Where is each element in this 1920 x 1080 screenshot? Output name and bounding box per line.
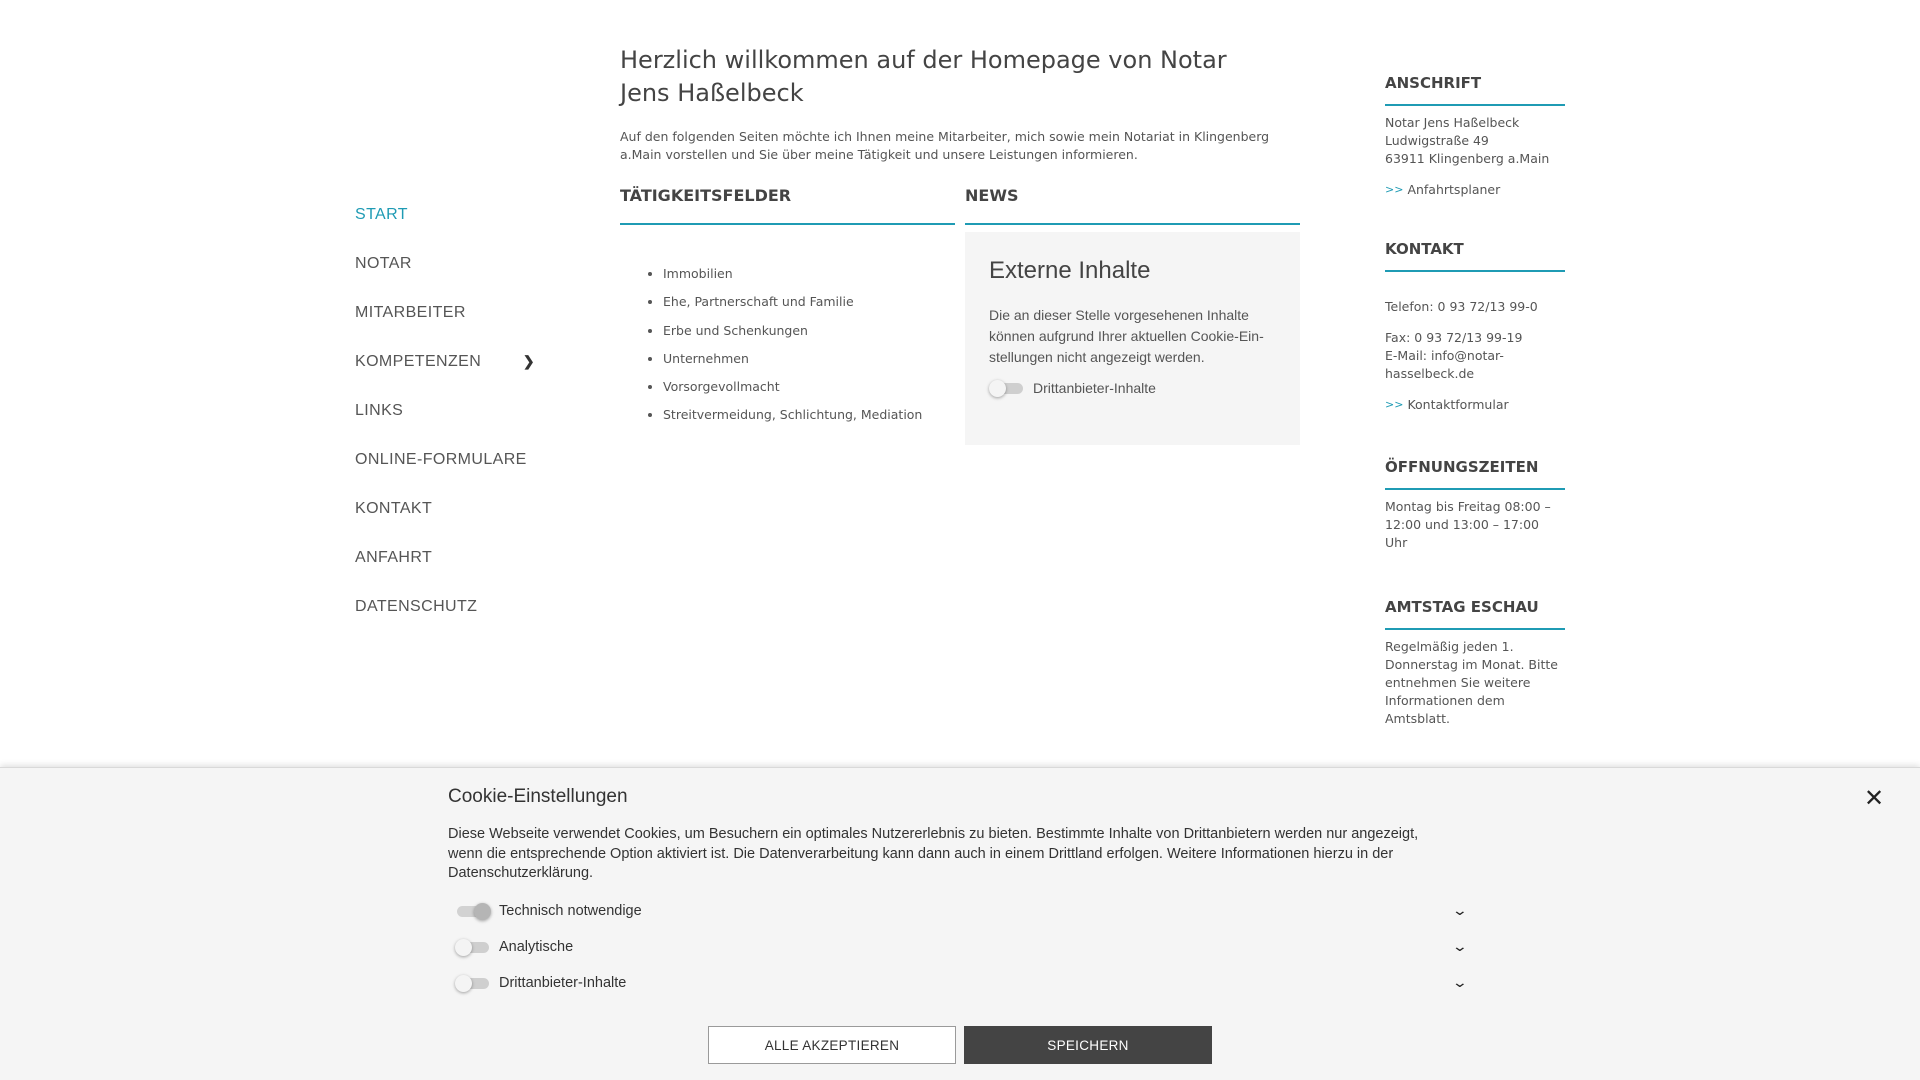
chevron-right-icon[interactable]: ❯ [522,353,535,369]
address-line: 63911 Klingenberg a.Main [1385,151,1550,166]
cookie-option-drittanbieter [455,974,1470,991]
nav-item-start[interactable] [355,190,555,239]
cookie-title: Cookie-Einstellungen [448,786,628,807]
cookie-option-label: Technisch notwendige [499,902,642,919]
kontaktformular-link[interactable] [1385,397,1565,412]
amtstag-heading: AMTSTAG ESCHAU [1385,598,1565,630]
main-navigation [355,190,555,631]
amtstag-text: Regelmäßig jeden 1. Donnerstag im Monat. Bitte entnehmen Sie weitere Informationen dem Amtsblatt. [1385,639,1558,726]
nav-item-kontakt[interactable] [355,484,555,533]
page-title: Herzlich willkommen auf der Homepage von Notar Jens Haßelbeck [620,46,1227,107]
news-heading: NEWS [965,180,1300,225]
nav-item-label: ONLINE-FORMULARE [355,450,527,468]
cookie-option-label: Drittanbieter-Inhalte [499,974,627,991]
taetigkeitsfelder-list [620,260,955,430]
email-text[interactable]: E-Mail: info@notar-hasselbeck.de [1385,348,1504,381]
taetigkeitsfelder-heading: TÄTIGKEITSFELDER [620,180,955,225]
third-party-toggle-label: Drittanbieter-Inhalte [1033,380,1156,396]
technisch-toggle[interactable] [455,903,491,919]
news-section [965,180,1300,445]
nav-item-online-formulare[interactable] [355,435,555,484]
toggle-knob [474,903,491,920]
toggle-knob [455,975,472,992]
taetigkeitsfelder-section [620,180,955,430]
cookie-text: Diese Webseite verwendet Cookies, um Besuchern ein optimales Nutzererlebnis zu bieten. Bestimmte Inhalte von Drittanbietern werden nur angezeigt, wenn die entsprechende Option aktiviert ist. Die Datenverarbeitung kann dann auch in einem Drittland erfolgen. Weitere Informationen hierzu in der Datenschutzerklärung. [448,826,1419,881]
nav-item-label: NOTAR [355,254,412,272]
nav-item-anfahrt[interactable] [355,533,555,582]
link-label: Kontaktformular [1407,397,1509,412]
nav-item-label: MITARBEITER [355,303,466,321]
list-item: • Immobilien [663,260,955,288]
oeffnungszeiten-text: Montag bis Freitag 08:00 – 12:00 und 13:00 – 17:00 Uhr [1385,499,1551,550]
nav-item-notar[interactable] [355,239,555,288]
nav-item-label: DATENSCHUTZ [355,597,478,615]
anschrift-heading: ANSCHRIFT [1385,74,1565,106]
chevron-down-icon[interactable]: ⌄ [1451,938,1469,954]
nav-item-label: LINKS [355,401,404,419]
chevron-down-icon[interactable]: ⌄ [1451,974,1469,990]
list-item: • Vorsorgevollmacht [663,373,955,401]
third-party-toggle-row[interactable] [989,380,1276,396]
external-content-box [965,232,1300,445]
fax-text: Fax: 0 93 72/13 99-19 [1385,330,1523,345]
anschrift-block [1385,74,1565,197]
nav-item-kompetenzen[interactable] [355,337,555,386]
toggle-knob [989,380,1006,397]
kontakt-block [1385,240,1565,412]
address-line: Ludwigstraße 49 [1385,133,1489,148]
drittanbieter-toggle[interactable] [455,975,491,991]
main-content [620,44,1300,164]
address-line: Notar Jens Haßelbeck [1385,115,1520,130]
analytische-toggle[interactable] [455,939,491,955]
nav-item-mitarbeiter[interactable] [355,288,555,337]
accept-all-button[interactable]: ALLE AKZEPTIEREN [708,1026,956,1064]
amtstag-block [1385,598,1565,728]
telefon-text: Telefon: 0 93 72/13 99-0 [1385,299,1538,314]
cookie-option-analytische [455,938,1470,955]
third-party-toggle[interactable] [989,380,1025,396]
cookie-option-technisch [455,902,1470,919]
kontakt-heading: KONTAKT [1385,240,1565,272]
external-content-title: Externe Inhalte [989,257,1151,284]
nav-item-label: START [355,205,408,223]
list-item: • Ehe, Partnerschaft und Familie [663,288,955,316]
oeffnungszeiten-block [1385,458,1565,552]
oeffnungszeiten-heading: ÖFFNUNGSZEITEN [1385,458,1565,490]
chevron-down-icon[interactable]: ⌄ [1451,902,1469,918]
save-button[interactable]: SPEICHERN [964,1026,1212,1064]
nav-item-label: ANFAHRT [355,548,433,566]
toggle-knob [455,939,472,956]
link-label: Anfahrtsplaner [1407,182,1501,197]
list-item: • Erbe und Schenkungen [663,317,955,345]
sidebar [1385,74,1565,728]
nav-item-datenschutz[interactable] [355,582,555,631]
cookie-banner [0,767,1920,1080]
close-icon[interactable]: ✕ [1864,784,1885,812]
arrow-icon: >> [1385,398,1404,411]
list-item: • Streitvermeidung, Schlichtung, Mediation [663,401,955,429]
nav-item-label: KOMPETENZEN [355,352,482,370]
nav-item-label: KONTAKT [355,499,433,517]
external-content-text: Die an dieser Stelle vorgesehenen Inhalte können aufgrund Ihrer aktuellen Cookie-Einstellungen nicht angezeigt werden. [989,307,1264,365]
intro-text: Auf den folgenden Seiten möchte ich Ihnen meine Mitarbeiter, mich sowie mein Notariat in Klingenberg a.Main vorstellen und Sie über meine Tätigkeit und unsere Leistungen informieren. [620,129,1270,162]
list-item: • Unternehmen [663,345,955,373]
anfahrtsplaner-link[interactable] [1385,182,1565,197]
nav-item-links[interactable] [355,386,555,435]
arrow-icon: >> [1385,183,1404,196]
cookie-option-label: Analytische [499,938,574,955]
